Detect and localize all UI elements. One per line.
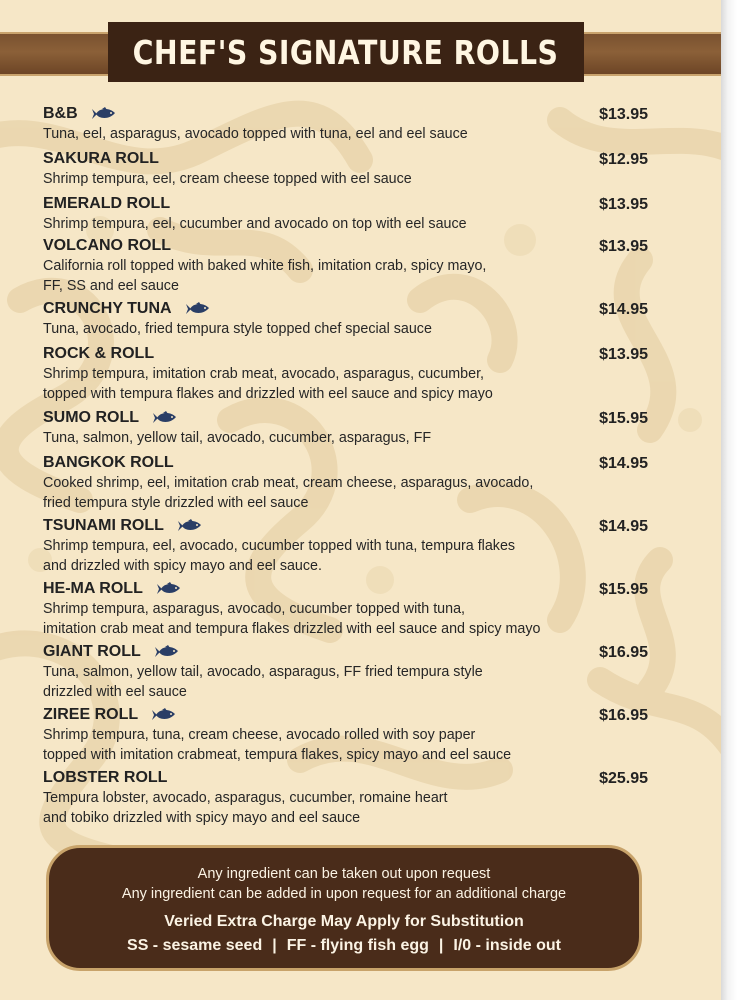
item-name: LOBSTER ROLL [43, 769, 168, 786]
item-name: GIANT ROLL [43, 643, 141, 660]
item-price: $14.95 [599, 301, 648, 318]
item-description: Tuna, salmon, yellow tail, avocado, cucumber, asparagus, FF [43, 430, 432, 446]
item-description: drizzled with eel sauce [43, 683, 187, 700]
item-description: FF, SS and eel sauce [43, 277, 179, 294]
menu-item [43, 453, 663, 512]
menu-item [43, 194, 663, 234]
item-name: SAKURA ROLL [43, 150, 159, 167]
fish-icon [155, 582, 181, 596]
legend-separator: | [438, 937, 444, 954]
item-price: $16.95 [599, 644, 648, 661]
item-name-row [43, 344, 154, 364]
legend-ss: SS - sesame seed [127, 937, 263, 954]
item-price: $25.95 [599, 770, 648, 787]
item-name-row [43, 299, 210, 319]
item-name-row [43, 408, 177, 428]
page-edge [721, 0, 737, 1000]
item-name-row [43, 705, 176, 725]
item-description: Shrimp tempura, tuna, cream cheese, avocado rolled with soy paper [43, 727, 476, 743]
legend-io: I/0 - inside out [453, 937, 561, 954]
item-price: $14.95 [599, 518, 648, 535]
item-name: BANGKOK ROLL [43, 454, 174, 471]
fish-icon [151, 411, 177, 425]
item-price: $15.95 [599, 581, 648, 598]
fish-icon [184, 302, 210, 316]
item-name: ZIREE ROLL [43, 706, 139, 723]
fish-icon [176, 519, 202, 533]
menu-item [43, 579, 663, 638]
notes-box [46, 845, 642, 971]
menu-item [43, 516, 663, 575]
menu-item [43, 104, 663, 144]
item-description: California roll topped with baked white fish, imitation crab, spicy mayo, [43, 258, 487, 274]
title-banner [108, 22, 584, 82]
item-description: Tuna, salmon, yellow tail, avocado, asparagus, FF fried tempura style [43, 664, 483, 680]
item-name-row [43, 768, 167, 788]
item-description: Tuna, eel, asparagus, avocado topped with tuna, eel and eel sauce [43, 126, 468, 142]
item-description: and drizzled with spicy mayo and eel sauce. [43, 557, 322, 574]
item-description: imitation crab meat and tempura flakes drizzled with eel sauce and spicy mayo [43, 620, 541, 637]
menu-item [43, 408, 663, 448]
menu-item [43, 299, 663, 339]
item-name-row [43, 104, 116, 124]
item-description: Shrimp tempura, imitation crab meat, avocado, asparagus, cucumber, [43, 366, 485, 382]
abbreviation-legend [49, 934, 639, 958]
item-name: CRUNCHY TUNA [43, 300, 172, 317]
item-description: Shrimp tempura, eel, cream cheese topped with eel sauce [43, 171, 412, 187]
item-price: $15.95 [599, 410, 648, 427]
note-add-ingredient: Any ingredient can be added in upon request for an additional charge [121, 886, 567, 902]
page-title: CHEF'S SIGNATURE ROLLS [133, 32, 559, 72]
legend-ff: FF - flying fish egg [286, 937, 429, 954]
item-description: Shrimp tempura, asparagus, avocado, cucumber topped with tuna, [43, 601, 465, 617]
item-name-row [43, 236, 171, 256]
item-name-row [43, 516, 202, 536]
fish-icon [90, 107, 116, 121]
item-price: $13.95 [599, 346, 648, 363]
fish-icon [150, 708, 176, 722]
menu-item [43, 705, 663, 764]
item-name-row [43, 642, 179, 662]
item-name-row [43, 453, 174, 473]
item-name-row [43, 149, 159, 169]
item-price: $14.95 [599, 455, 648, 472]
item-price: $16.95 [599, 707, 648, 724]
item-name: EMERALD ROLL [43, 195, 171, 212]
item-description: Shrimp tempura, eel, avocado, cucumber topped with tuna, tempura flakes [43, 538, 516, 554]
item-description: Shrimp tempura, eel, cucumber and avocado on top with eel sauce [43, 216, 467, 232]
item-price: $13.95 [599, 106, 648, 123]
item-description: topped with imitation crabmeat, tempura flakes, spicy mayo and eel sauce [43, 746, 512, 763]
note-remove-ingredient: Any ingredient can be taken out upon request [197, 866, 491, 882]
item-name-row [43, 194, 170, 214]
item-name: B&B [43, 105, 78, 122]
item-price: $13.95 [599, 196, 648, 213]
item-description: and tobiko drizzled with spicy mayo and eel sauce [43, 809, 361, 826]
item-description: topped with tempura flakes and drizzled with eel sauce and spicy mayo [43, 385, 493, 402]
item-name: SUMO ROLL [43, 409, 139, 426]
item-name: TSUNAMI ROLL [43, 517, 164, 534]
menu-item [43, 344, 663, 403]
menu-item [43, 768, 663, 827]
item-name: HE-MA ROLL [43, 580, 143, 597]
item-description: fried tempura style drizzled with eel sauce [43, 494, 309, 511]
item-name-row [43, 579, 181, 599]
item-name: VOLCANO ROLL [43, 237, 171, 254]
item-price: $12.95 [599, 151, 648, 168]
item-description: Tuna, avocado, fried tempura style topped chef special sauce [43, 321, 432, 337]
item-price: $13.95 [599, 238, 648, 255]
menu-item [43, 149, 663, 189]
menu-item [43, 642, 663, 701]
menu-item [43, 236, 663, 295]
note-substitution: Veried Extra Charge May Apply for Substitution [164, 913, 524, 930]
item-name: ROCK & ROLL [43, 345, 155, 362]
item-description: Tempura lobster, avocado, asparagus, cucumber, romaine heart [43, 790, 448, 806]
legend-separator: | [272, 937, 277, 954]
item-description: Cooked shrimp, eel, imitation crab meat, cream cheese, asparagus, avocado, [43, 475, 534, 491]
fish-icon [153, 645, 179, 659]
